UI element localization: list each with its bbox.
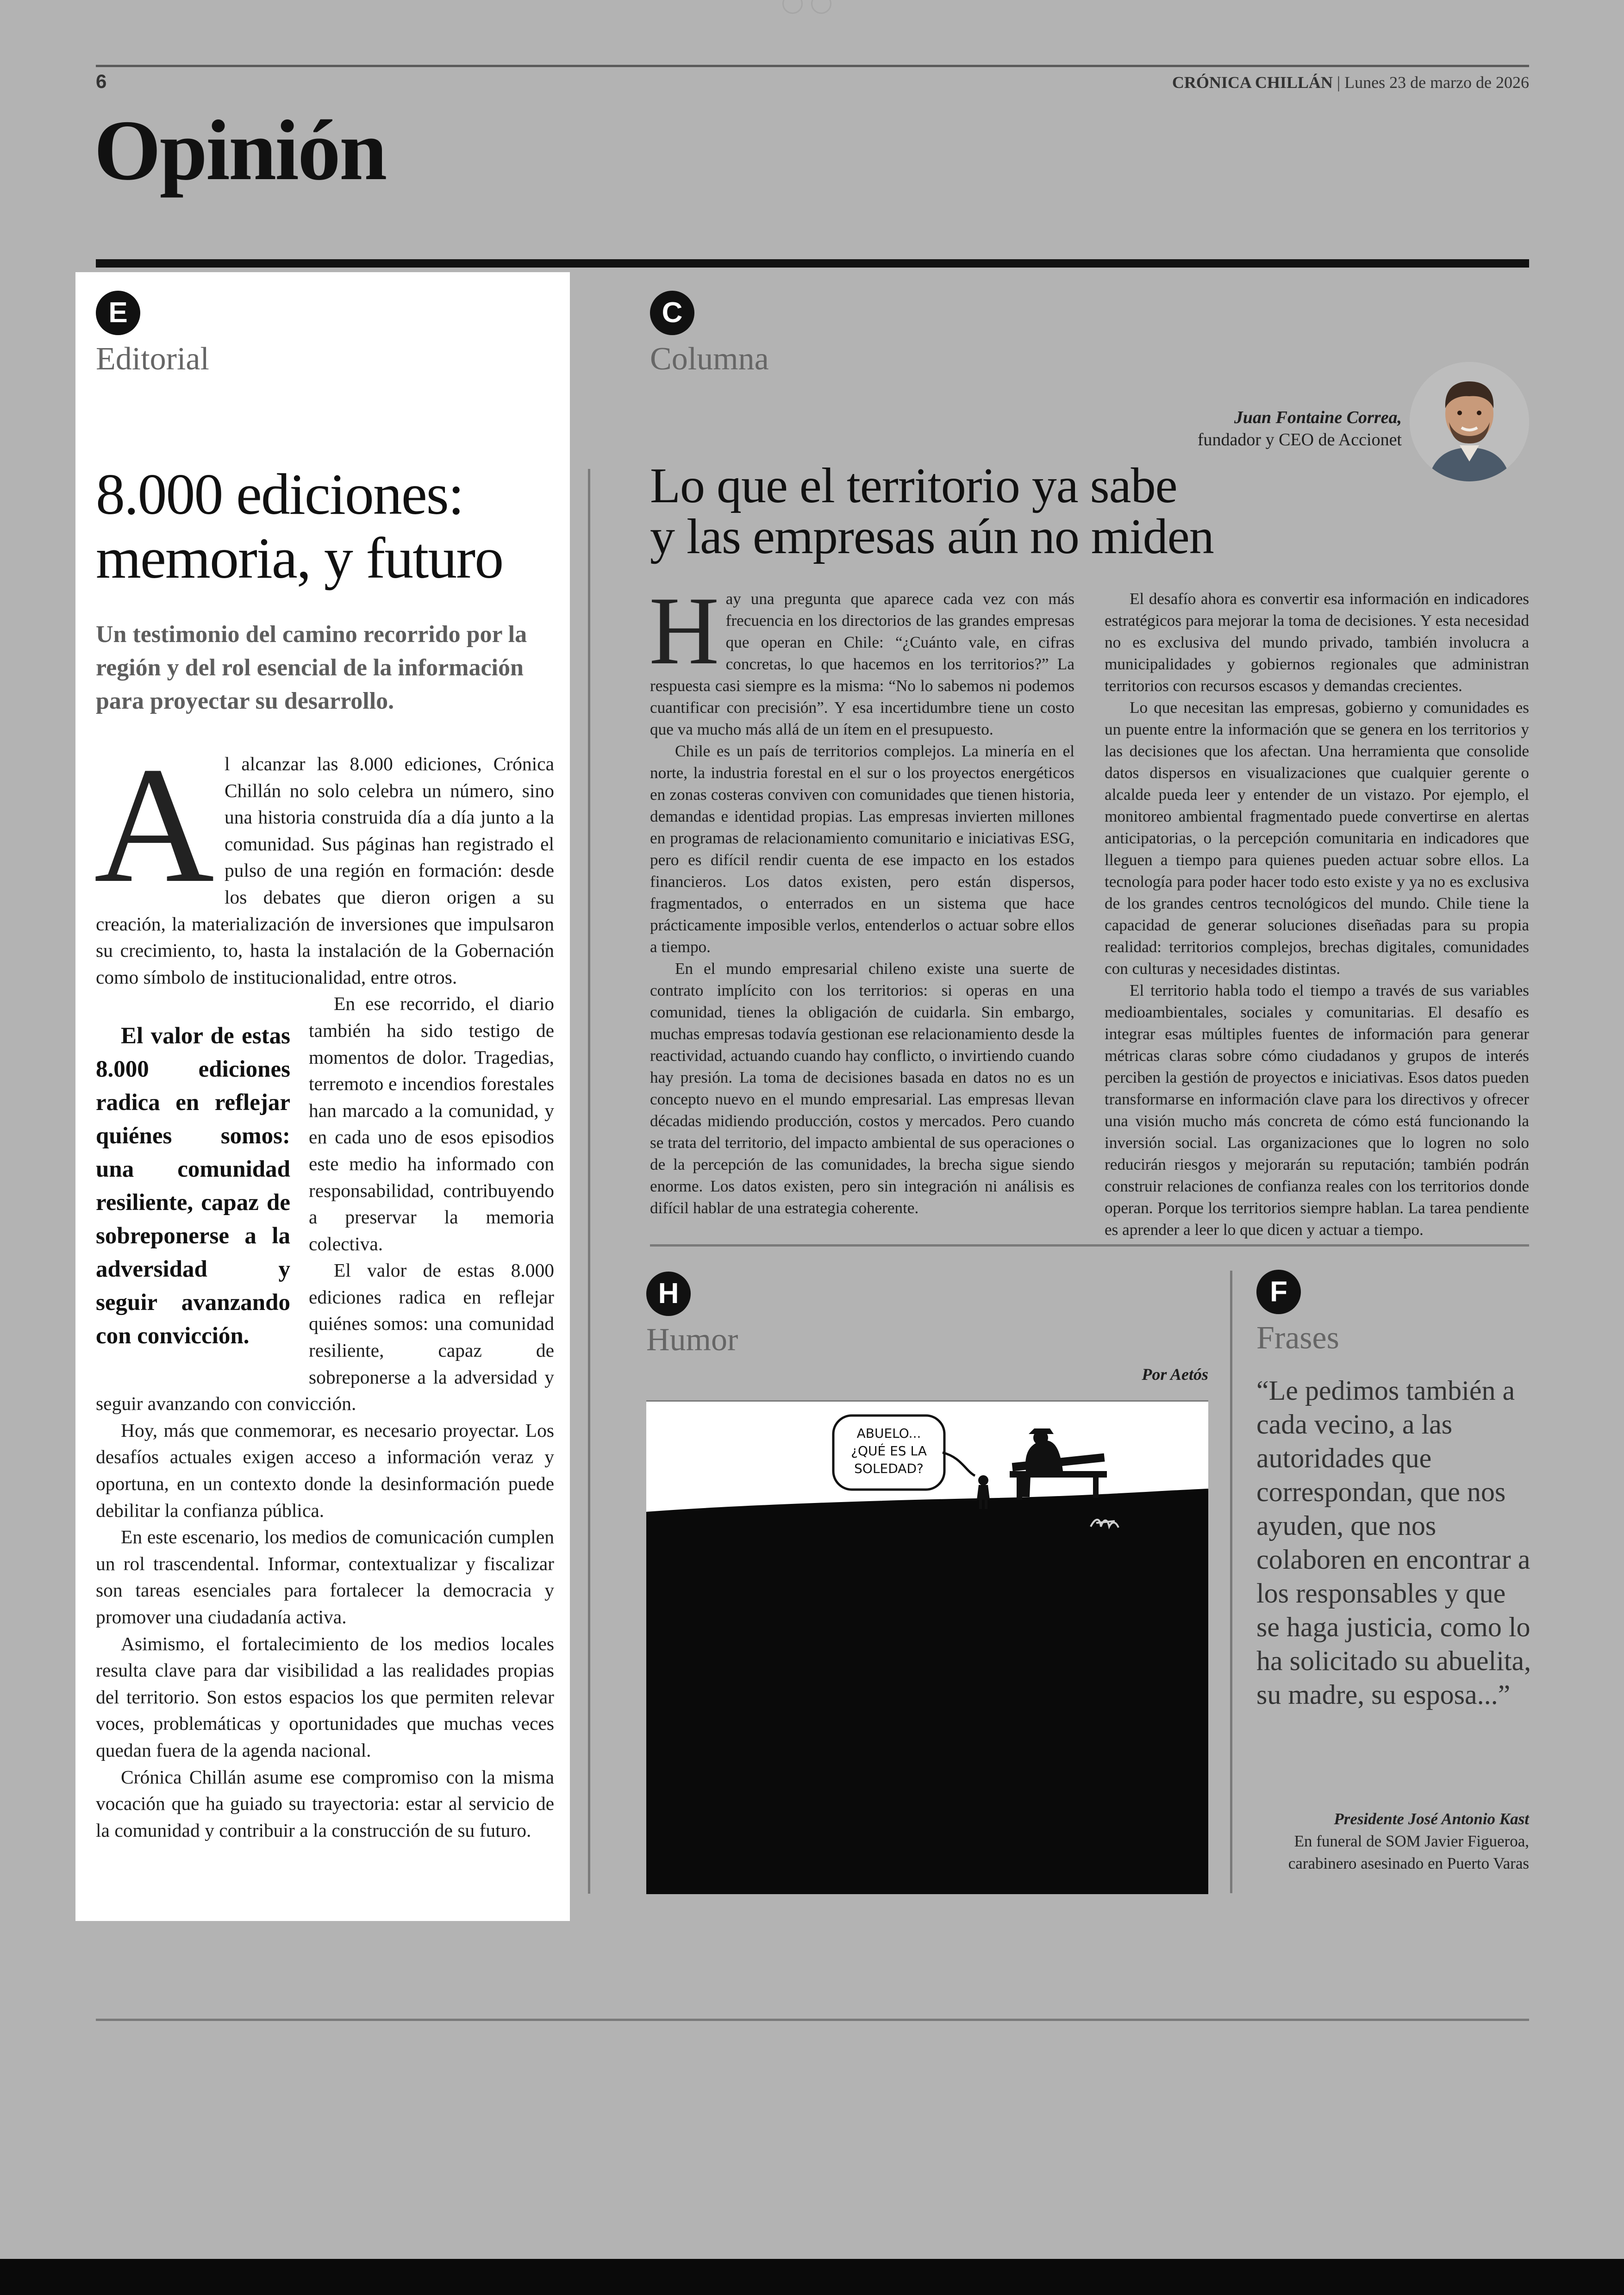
bubble-line1: ABUELO... xyxy=(856,1426,921,1441)
column-p5: Lo que necesitan las empresas, gobierno y comunidades es un puente entre la información que se genera en los territorios y las decisiones que los afectan. Una herramienta que consolide datos dispersos en visualizaciones que cualquier gerente o alcalde pueda leer y entender de un vistazo. Por ejemplo, el monitoreo ambiental fragmentado puede convertirse en alertas anticipatorias, o la percepción comunitaria en indicadores que lleguen a tiempo para quienes pueden actuar sobre ellos. La tecnología para poder hacer todo esto existe y ya no es exclusiva de los grandes centros tecnológicos del mundo. Chile tiene la capacidad de generar soluciones diseñadas para su propia realidad: territorios complejos, brechas digitales, comunidades con culturas y necesidades distintas. xyxy=(1105,698,1529,978)
frases-kicker: Frases xyxy=(1256,1320,1339,1356)
editorial-body xyxy=(94,732,554,1844)
column-dropcap: H xyxy=(649,577,719,685)
frases-context-2: carabinero asesinado en Puerto Varas xyxy=(1288,1854,1529,1872)
column-author-name: Juan Fontaine Correa, xyxy=(1234,408,1402,427)
column-paragraph xyxy=(1105,588,1529,697)
column-p1: ay una pregunta que aparece cada vez con más frecuencia en los directorios de las grandes empresas que operan en Chile: “¿Cuánto vale, en cifras concretas, lo que hacemos en los territorios?” La respuesta casi siempre es la misma: “No lo sabemos ni podemos cuantificar con precisión”. Y esa incertidumbre tiene un costo que va mucho más allá de un ítem en el presupuesto. xyxy=(650,590,1074,738)
masthead-name: CRÓNICA CHILLÁN xyxy=(1172,73,1333,92)
editorial-paragraph xyxy=(94,732,554,991)
frases-badge: F xyxy=(1256,1270,1301,1314)
column-paragraph xyxy=(1105,979,1529,1241)
editorial-paragraph xyxy=(96,1417,554,1524)
page-number: 6 xyxy=(96,70,107,92)
editorial-paragraph xyxy=(96,1764,554,1844)
editorial-p5: En este escenario, los medios de comunicación cumplen un rol trascendental. Informar, contextualizar y fiscalizar son tareas esenciales para fortalecer la democracia y promover una ciudadanía activa. xyxy=(96,1526,554,1628)
humor-badge: H xyxy=(646,1272,691,1316)
column-headline-line2: y las empresas aún no miden xyxy=(650,509,1214,564)
editorial-p4: Hoy, más que conmemorar, es necesario proyectar. Los desafíos actuales exigen acceso a información veraz y oportuna, en un contexto donde la desinformación puede debilitar la confianza pública. xyxy=(96,1419,554,1521)
column-p4: El desafío ahora es convertir esa información en indicadores estratégicos para mejorar la toma de decisiones. Y esta necesidad no es exclusiva del mundo privado, también involucra a municipalidades y gobiernos regionales que administran territorios con recursos escasos y demandas crecientes. xyxy=(1105,590,1529,695)
header-rule xyxy=(96,65,1529,67)
cartoon-drawing xyxy=(646,1402,1208,1894)
masthead xyxy=(1172,73,1529,92)
bubble-line3: SOLEDAD? xyxy=(854,1461,924,1476)
column-p6: El territorio habla todo el tiempo a través de sus variables medioambientales, sociales y comunitarias. El desafío es integrar esas múltiples fuentes de información para generar métricas claras sobre cómo ciudadanos y grupos de interés perciben la gestión de proyectos e iniciativas. Esos datos pueden transformarse en información clave para los directivos y ofrecer una visión mucho más concreta de cómo está funcionando la inversión social. Las organizaciones que lo logren no solo reducirán riesgos y mejorarán su reputación; también podrán construir relaciones de confianza reales con los territorios donde operan. Porque los territorios siempre hablan. La tarea pendiente es aprender a leer lo que dicen y actuar a tiempo. xyxy=(1105,981,1529,1239)
humor-byline: Por Aetós xyxy=(1142,1365,1208,1384)
editorial-headline-line2: memoria, y futuro xyxy=(96,526,503,591)
masthead-date: | Lunes 23 de marzo de 2026 xyxy=(1337,73,1529,92)
column-kicker: Columna xyxy=(650,341,769,377)
frases-divider xyxy=(1230,1271,1232,1893)
section-title: Opinión xyxy=(94,103,386,198)
column-paragraph xyxy=(649,577,1074,740)
editorial-headline xyxy=(96,463,559,591)
editorial-p1: l alcanzar las 8.000 ediciones, Crónica Chillán no solo celebra un número, sino una historia construida día a día junto a la comunidad. Sus páginas han registrado el pulso de una región en formación: desde los debates que dieron origen a su creación, la materialización de inversiones que impulsaron su crecimiento, to, hasta la instalación de la Gobernación como símbolo de institucionalidad, entre otros. xyxy=(96,753,554,988)
column-divider xyxy=(588,469,590,1894)
bottom-rule xyxy=(96,2019,1529,2021)
editorial-p2: En ese recorrido, el diario también ha sido testigo de momentos de dolor. Tragedias, terremoto e incendios forestales han marcado a la comunidad, y en cada uno de esos episodios este medio ha informado con responsabilidad, contribuyendo a preservar la memoria colectiva. xyxy=(309,993,554,1254)
column-bottom-rule xyxy=(650,1244,1529,1247)
frases-attribution xyxy=(1288,1808,1529,1875)
editorial-badge: E xyxy=(96,291,140,335)
editorial-paragraph xyxy=(96,1631,554,1764)
column-paragraph xyxy=(650,740,1074,958)
column-headline xyxy=(650,458,1437,564)
frases-context-1: En funeral de SOM Javier Figueroa, xyxy=(1294,1832,1529,1850)
bottom-bar xyxy=(0,2259,1624,2295)
editorial-pullquote: El valor de estas 8.000 ediciones radica en reflejar quiénes somos: una comunidad resiliente, capaz de sobreponerse a la adversidad y seguir avanzando con convicción. xyxy=(96,1023,290,1349)
column-p2: Chile es un país de territorios complejos. La minería en el norte, la industria forestal en el sur o los proyectos energéticos en zonas costeras conviven con comunidades que tienen historia, demandas e identidad propias. Las empresas invierten millones en programas de relacionamiento comunitario e iniciativas ESG, pero es difícil rendir cuenta de ese impacto en los estados financieros. Los datos existen, pero están dispersos, fragmentados, o enterrados en un sistema que hace prácticamente imposible verlos, entenderlos o actuar sobre ellos a tiempo. xyxy=(650,742,1074,956)
editorial-paragraph xyxy=(96,1524,554,1630)
section-rule xyxy=(96,259,1529,268)
frases-quote: “Le pedimos también a cada vecino, a las autoridades que correspondan, que nos ayuden, que nos colaboren en encontrar a los responsables y que se haga justicia, como lo ha solicitado su abuelita, su madre, su esposa...” xyxy=(1256,1375,1531,1710)
editorial-dropcap: A xyxy=(94,732,214,917)
editorial-kicker: Editorial xyxy=(96,341,209,377)
column-badge: C xyxy=(650,291,694,335)
column-paragraph xyxy=(1105,697,1529,979)
editorial-paragraph xyxy=(96,991,554,1349)
cartoon xyxy=(646,1402,1208,1894)
column-headline-line1: Lo que el territorio ya sabe xyxy=(650,458,1177,513)
column-p3: En el mundo empresarial chileno existe una suerte de contrato implícito con los territorios: si operas en una comunidad, tienes la obligación de cuidarla. Sin embargo, muchas empresas todavía gestionan ese relacionamiento desde la reactividad, actuando cuando hay conflicto, o invirtiendo cuando hay presión. La toma de decisiones basada en datos no es un concepto nuevo en el mundo empresarial. Las empresas llevan décadas midiendo producción, costos y mercados. Pero cuando se trata del territorio, del impacto ambiental de sus operaciones o de la percepción de las comunidades, la brecha sigue siendo enorme. Los datos existen, pero sin integración ni análisis es difícil hablar de una estrategia coherente. xyxy=(650,960,1074,1217)
editorial-p3: El valor de estas 8.000 ediciones radica en reflejar quiénes somos: una comunidad resiliente, capaz de sobreponerse a la adversidad y seguir avanzando con convicción. xyxy=(96,1260,554,1415)
column-byline xyxy=(1198,406,1402,451)
top-page-dots xyxy=(782,0,843,13)
column-author-role: fundador y CEO de Accionet xyxy=(1197,430,1402,449)
editorial-p6: Asimismo, el fortalecimiento de los medios locales resulta clave para dar visibilidad a las realidades propias del territorio. Son estos espacios los que permiten relevar voces, problemáticas y oportunidades que muchas veces quedan fuera de la agenda nacional. xyxy=(96,1633,554,1761)
editorial-deck: Un testimonio del camino recorrido por la región y del rol esencial de la información para proyectar su desarrollo. xyxy=(96,621,527,714)
frases-speaker: Presidente José Antonio Kast xyxy=(1334,1810,1529,1828)
column-body xyxy=(649,577,1529,1241)
editorial-headline-line1: 8.000 ediciones: xyxy=(96,462,463,527)
editorial-p7: Crónica Chillán asume ese compromiso con la misma vocación que ha guiado su trayectoria: estar al servicio de la comunidad y contribuir a la construcción de su futuro. xyxy=(96,1766,554,1841)
humor-kicker: Humor xyxy=(646,1322,738,1358)
column-paragraph xyxy=(650,958,1074,1219)
bubble-line2: ¿QUÉ ES LA xyxy=(851,1443,927,1459)
